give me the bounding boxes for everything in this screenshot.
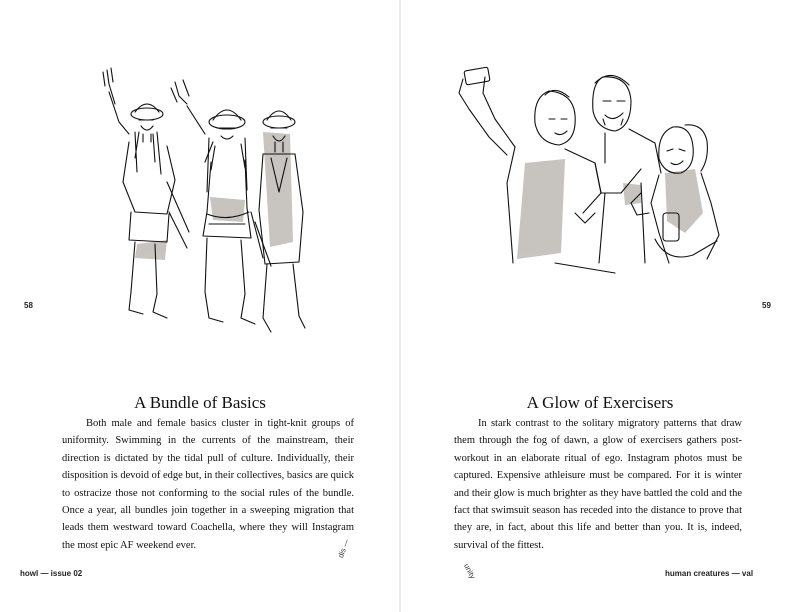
body-text: In stark contrast to the solitary migratory patterns that draw them through the fog of dawn, a glow of exercisers gathers post-workout in an elaborate ritual of ego. Instagram photos must be captured. Expensive athleisure must be compared. For it is winter and their glow is much brighter as they have battled the cold and the fact that swimsuit season has receded into the distance to prove that they are, in fact, about this life and better than you. It is, indeed, survival of the fittest. [454, 418, 742, 551]
festival-trio-sketch-icon [95, 62, 310, 337]
author-footer: human creatures — val [665, 569, 754, 578]
page-number: 58 [24, 301, 33, 310]
gym-selfie-sketch-icon [455, 63, 745, 278]
issue-footer: howl — issue 02 [20, 569, 83, 578]
gutter-word: unity [462, 562, 478, 581]
gutter-word: dis — [336, 537, 352, 560]
right-page [400, 0, 800, 612]
page-number: 59 [762, 301, 771, 310]
page-title: A Glow of Exercisers [526, 393, 674, 412]
body-text: Both male and female basics cluster in tight-knit groups of uniformity. Swimming in the currents of the mainstream, their direction is dictated by the tidal pull of culture. Individually, their disposition is devoid of edge but, in their collectives, basics are quick to ostracize those not conforming to the social rules of the bundle. Once a year, all bundles join together in a sweeping migration that leads them westward toward Coachella, where they will Instagram the most epic AF weekend ever. [62, 418, 354, 551]
page-title: A Bundle of Basics [134, 393, 266, 412]
